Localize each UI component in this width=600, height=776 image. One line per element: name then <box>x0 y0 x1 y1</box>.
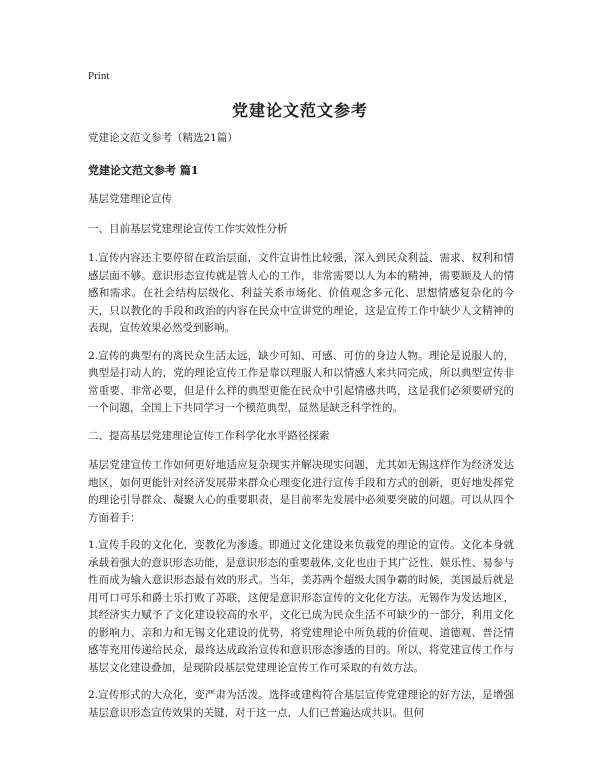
topic-line: 基层党建理论宣传 <box>88 193 172 205</box>
paragraph-2: 2.宣传的典型有的离民众生活太远，缺少可知、可感、可仿的身边人物。理论是说服人的，典型是打动人的，党的理论宣传工作是靠以理服人和以情感人来共同完成，所以典型宣传非常重要、非常必要，但是什么样的典型更能在民众中引起情感共鸣，这是我们必须要研究的一个问题，全国上下共同学习一个模范典型，显然是缺乏科学性的。 <box>88 349 514 414</box>
paragraph-1: 1.宣传内容还主要停留在政治层面，文件宣讲性比较强，深入到民众利益、需求、权利和情感层面不够。意识形态宣传就是管人心的工作，非常需要以人为本的精神，需要顾及人的情感和需求。在社会结构层级化、利益关系市场化、价值观念多元化、思想情感复杂化的今天，只以教化的手段和政治的内容在民众中宣讲党的理论，这是宣传工作中缺少人文精神的表现，宣传效果必然受到影响。 <box>88 252 514 334</box>
print-label: Print <box>88 70 110 82</box>
part-heading-2: 二、提高基层党建理论宣传工作科学化水平路径探索 <box>88 429 330 442</box>
document-subtitle: 党建论文范文参考（精选21篇） <box>88 132 238 144</box>
paragraph-4: 1.宣传手段的文化化，变教化为渗透。即通过文化建设来负载党的理论的宣传。文化本身就承载着强大的意识形态功能，是意识形态的重要载体,文化也由于其广泛性、娱乐性、易参与性而成为输入意识形态最有效的形式。当年，美苏两个超级大国争霸的时候，美国最后就是用可口可乐和爵士乐打败了苏联，这便是意识形态宣传的文化化方法。无锡作为发达地区，其经济实力赋予了文化建设较高的水平，文化已成为民众生活不可缺少的一部分，利用文化的影响力、亲和力和无锡文化建设的优势，将党建理论中所负载的价值观、道德观、普泛情感等充用传递给民众，最终达成政治宣传和意识形态渗透的目的。所以，将党建宣传工作与基层文化建设叠加，是现阶段基层党建理论宣传工作可采取的有效方法。 <box>88 539 514 674</box>
paragraph-5: 2.宣传形式的大众化，变严肃为活泼。选择或建构符合基层宣传党建理论的好方法，是增强基层意识形态宣传效果的关键，对于这一点，人们已普遍达成共识。但何 <box>88 689 514 719</box>
part-heading-1: 一、目前基层党建理论宣传工作实效性分析 <box>88 222 288 235</box>
section-heading: 党建论文范文参考 篇1 <box>88 163 199 177</box>
paragraph-3: 基层党建宣传工作如何更好地适应复杂现实并解决现实问题，尤其如无锡这样作为经济发达地区，如何更能针对经济发展带来群众心理变化进行宣传手段和方式的创新，更好地发挥党的理论引导群众、凝聚人心的重要职责，是目前率先发展中必须要突破的问题。可以从四个方面着手： <box>88 459 514 524</box>
document-title: 党建论文范文参考 <box>231 101 368 120</box>
document-body <box>88 130 514 732</box>
